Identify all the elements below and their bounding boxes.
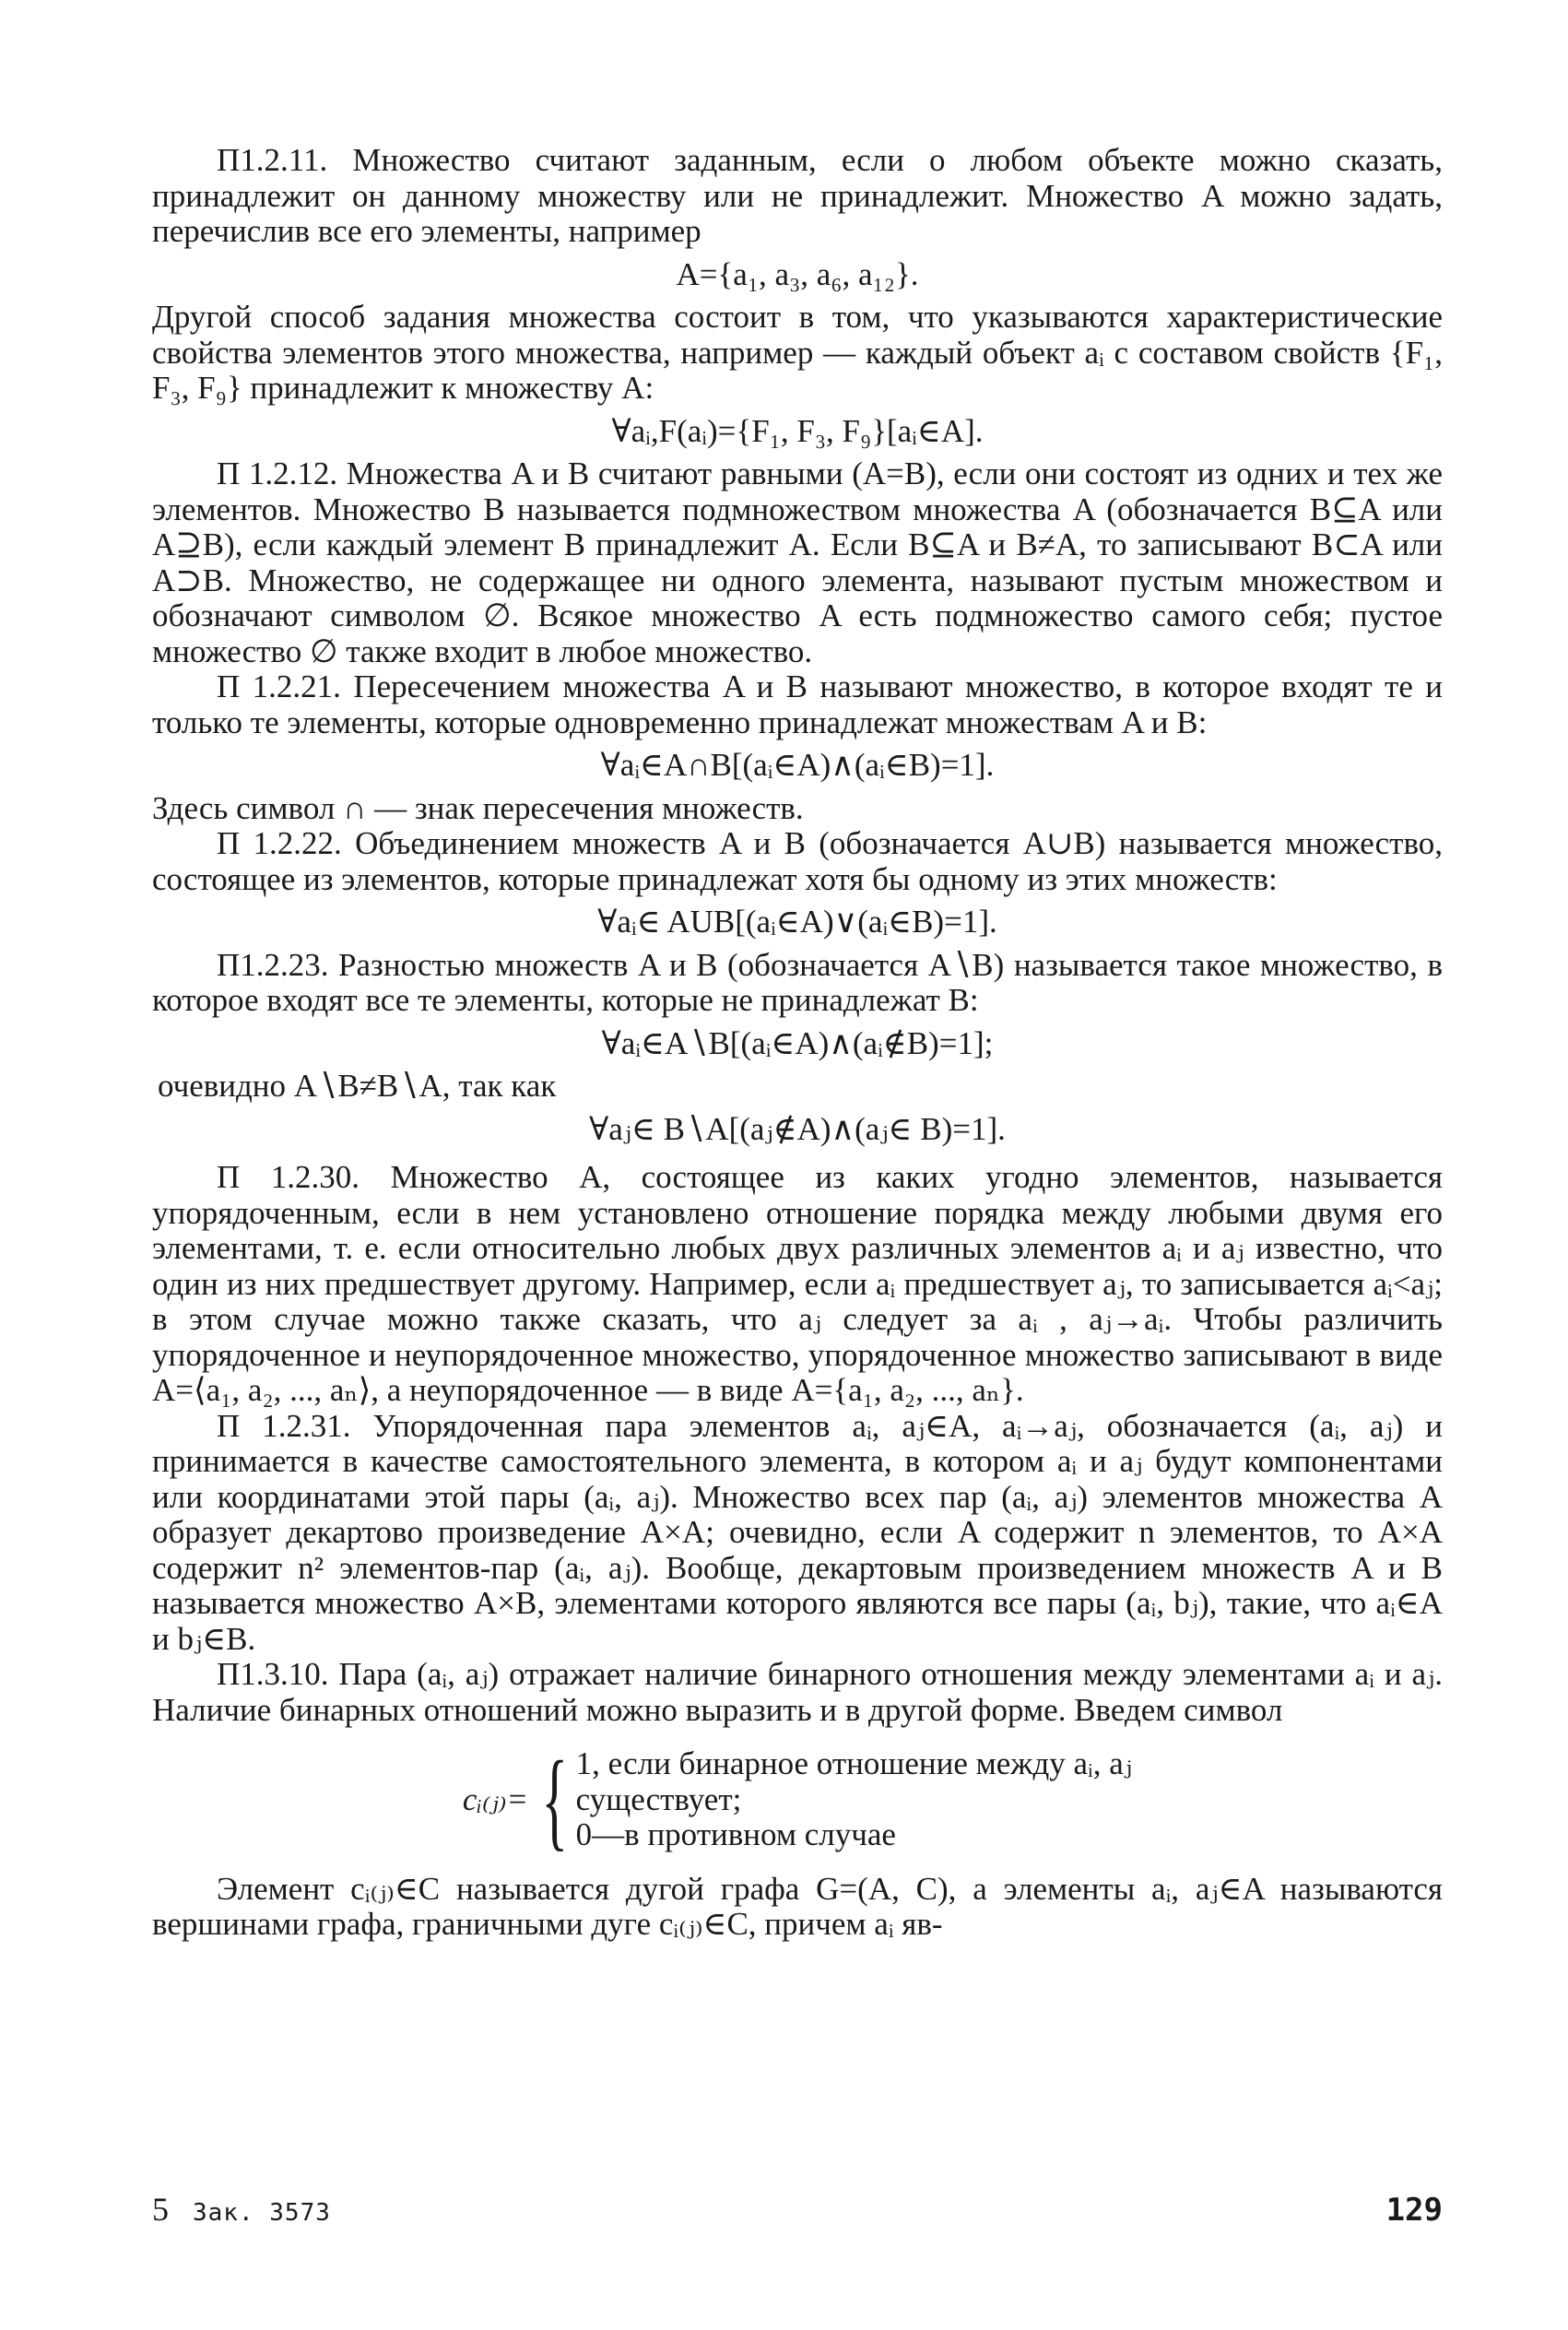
paragraph: П1.2.23. Разностью множеств A и B (обозначается A∖B) называется такое множество, в которое входят все те элементы, которые не принадлежат B: <box>152 946 1443 1018</box>
cases-lhs: cᵢ₍ⱼ₎= <box>462 1780 529 1817</box>
paragraph: П 1.2.22. Объединением множеств A и B (обозначается A∪B) называется множество, состоящее из элементов, которые принадлежат хотя бы одному из этих множеств: <box>152 825 1443 897</box>
left-brace-icon: { <box>541 1737 569 1861</box>
page-body <box>152 143 1443 1943</box>
cases-line-3: 0—в противном случае <box>575 1816 896 1852</box>
order-number: Зак. 3573 <box>193 2199 331 2227</box>
cases-line-2: существует; <box>575 1780 742 1817</box>
formula: ∀aᵢ∈A∖B[(aᵢ∈A)∧(aᵢ∉B)=1]; <box>601 1024 994 1061</box>
paragraph: П 1.2.12. Множества A и B считают равными (A=B), если они состоят из одних и тех же элементов. Множество B называется подмножеством множества A (обозначается B⊆A или A⊇B), если каждый элемент B принадлежит A. Если B⊆A и B≠A, то записывают B⊂A или A⊃B. Множество, не содержащее ни одного элемента, называют пустым множеством и обозначают символом ∅. Всякое множество A есть подмножество самого себя; пустое множество ∅ также входит в любое множество. <box>152 455 1443 669</box>
formula: ∀aᵢ∈ AUB[(aᵢ∈A)∨(aᵢ∈B)=1]. <box>597 904 997 940</box>
paragraph: Другой способ задания множества состоит в том, что указываются характеристические свойства элементов этого множества, например — каждый объект aᵢ с составом свойств {F₁, F₃, F₉} принадлежит к множеству A: <box>152 299 1443 406</box>
paragraph: очевидно A∖B≠B∖A, так как <box>158 1068 557 1104</box>
signature-number: 5 <box>152 2191 169 2228</box>
page-footer <box>152 2190 1443 2229</box>
formula: ∀aᵢ∈A∩B[(aᵢ∈A)∧(aᵢ∈B)=1]. <box>600 747 995 783</box>
paragraph: Здесь символ ∩ — знак пересечения множеств. <box>152 789 804 826</box>
paragraph: П1.3.10. Пара (aᵢ, aⱼ) отражает наличие бинарного отношения между элементами aᵢ и aⱼ. Наличие бинарных отношений можно выразить и в другой форме. Введем символ <box>152 1656 1443 1728</box>
cases-line-1: 1, если бинарное отношение между aᵢ, aⱼ <box>575 1745 1133 1781</box>
paragraph: П 1.2.31. Упорядоченная пара элементов aᵢ, aⱼ∈A, aᵢ→aⱼ, обозначается (aᵢ, aⱼ) и принимается в качестве самостоятельного элемента, в котором aᵢ и aⱼ будут компонентами или координатами этой пары (aᵢ, aⱼ). Множество всех пар (aᵢ, aⱼ) элементов множества A образует декартово произведение A×A; очевидно, если A содержит n элементов, то A×A содержит n² элементов-пар (aᵢ, aⱼ). Вообще, декартовым произведением множеств A и B называется множество A×B, элементами которого являются все пары (aᵢ, bⱼ), такие, что aᵢ∈A и bⱼ∈B. <box>152 1407 1443 1657</box>
paragraph: П 1.2.21. Пересечением множества A и B называют множество, в которое входят те и только те элементы, которые одновременно принадлежат множествам A и B: <box>152 668 1443 740</box>
cases-body <box>576 1746 1132 1853</box>
text-content <box>152 143 1443 1728</box>
formula: A={a₁, a₃, a₆, a₁₂}. <box>676 255 919 292</box>
formula: ∀aᵢ,F(aᵢ)={F₁, F₃, F₉}[aᵢ∈A]. <box>611 412 984 449</box>
paragraph: П 1.2.30. Множество A, состоящее из каких угодно элементов, называется упорядоченным, если в нем установлено отношение порядка между любыми двумя его элементами, т. е. если относительно любых двух различных элементов aᵢ и aⱼ известно, что один из них предшествует другому. Например, если aᵢ предшествует aⱼ, то записывается aᵢ<aⱼ; в этом случае можно также сказать, что aⱼ следует за aᵢ , aⱼ→aᵢ. Чтобы различить упорядоченное и неупорядоченное множество, упорядоченное множество записывают в виде A=⟨a₁, a₂, ..., aₙ⟩, а неупорядоченное — в виде A={a₁, a₂, ..., aₙ}. <box>152 1159 1443 1408</box>
cases-formula <box>152 1737 1443 1861</box>
last-paragraph: Элемент cᵢ₍ⱼ₎∈C называется дугой графа G=(A, C), а элементы aᵢ, aⱼ∈A называются вершинами графа, граничными дуге cᵢ₍ⱼ₎∈C, причем aᵢ яв- <box>152 1870 1443 1942</box>
footer-left <box>152 2190 331 2229</box>
formula: ∀aⱼ∈ B∖A[(aⱼ∉A)∧(aⱼ∈ B)=1]. <box>589 1110 1006 1147</box>
paragraph: П1.2.11. Множество считают заданным, если о любом объекте можно сказать, принадлежит он данному множеству или не принадлежит. Множество A можно задать, перечислив все его элементы, например <box>152 142 1443 249</box>
page-number: 129 <box>1385 2192 1443 2229</box>
